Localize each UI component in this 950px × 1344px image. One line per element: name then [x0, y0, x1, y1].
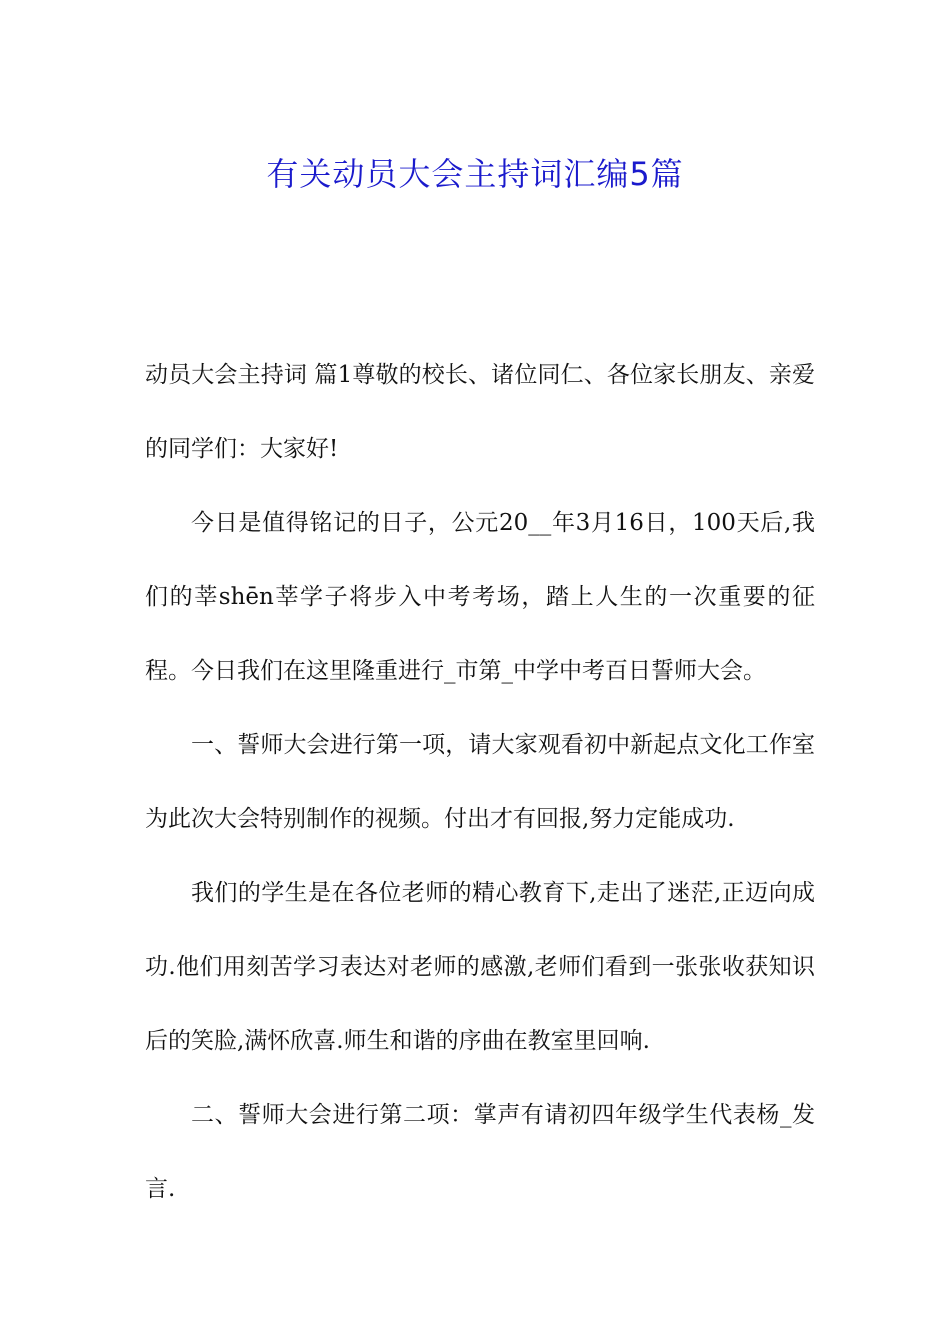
paragraph-2: 今日是值得铭记的日子，公元20__年3月16日，100天后,我们的莘shēn莘学子将步入中考考场，踏上人生的一次重要的征程。今日我们在这里隆重进行_市第_中学中考百日誓师大会。: [145, 510, 815, 684]
document-title: 有关动员大会主持词汇编5篇: [266, 155, 684, 194]
paragraph-5: 二、誓师大会进行第二项：掌声有请初四年级学生代表杨_发言.: [145, 1102, 815, 1202]
paragraph-4: 我们的学生是在各位老师的精心教育下,走出了迷茫,正迈向成功.他们用刻苦学习表达对老师的感激,老师们看到一张张收获知识后的笑脸,满怀欣喜.师生和谐的序曲在教室里回响.: [145, 880, 815, 1054]
paragraph-3: 一、誓师大会进行第一项，请大家观看初中新起点文化工作室为此次大会特别制作的视频。付出才有回报,努力定能成功.: [145, 732, 815, 832]
paragraph-1: 动员大会主持词 篇1尊敬的校长、诸位同仁、各位家长朋友、亲爱的同学们：大家好!: [145, 362, 815, 462]
document-body: [145, 338, 815, 1226]
